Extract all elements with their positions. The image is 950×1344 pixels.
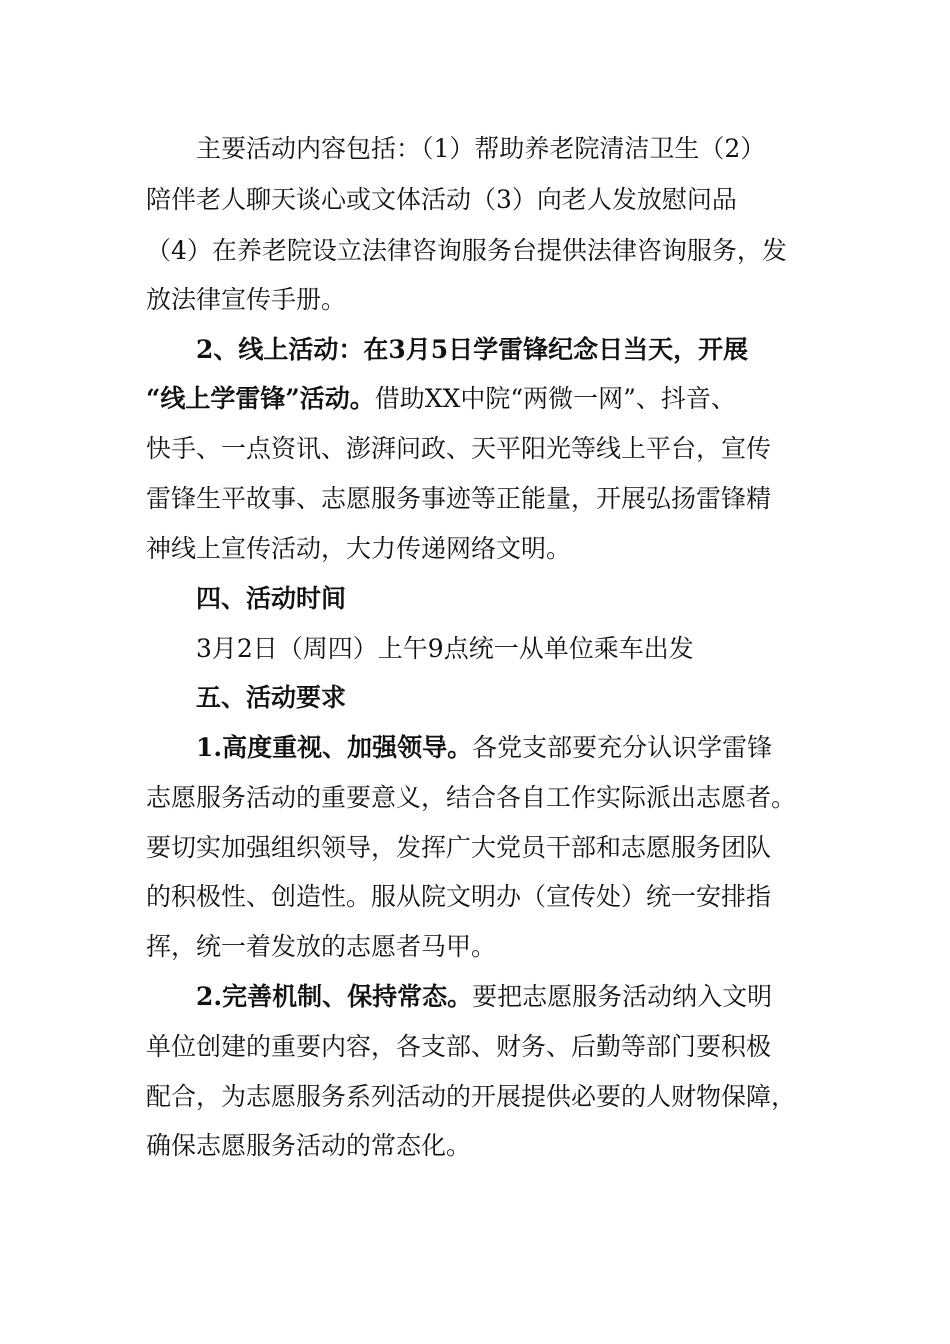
paragraph-line: 陪伴老人聊天谈心或文体活动（3）向老人发放慰问品	[146, 185, 737, 214]
paragraph-text: 各党支部要充分认识学雷锋	[472, 733, 773, 762]
online-activity-title: “线上学雷锋”活动。	[146, 384, 375, 413]
paragraph-line: 确保志愿服务活动的常态化。	[146, 1131, 472, 1160]
paragraph-line: 要切实加强组织领导，发挥广大党员干部和志愿服务团队	[146, 833, 772, 862]
paragraph-line: 的积极性、创造性。服从院文明办（宣传处）统一安排指	[146, 882, 772, 911]
section-heading-time: 四、活动时间	[196, 584, 347, 613]
requirement-1-title: 1.高度重视、加强领导。	[196, 733, 473, 762]
requirement-2-title: 2.完善机制、保持常态。	[196, 982, 473, 1011]
paragraph-line: 快手、一点资讯、澎湃问政、天平阳光等线上平台，宣传	[146, 434, 772, 463]
paragraph-line: 配合，为志愿服务系列活动的开展提供必要的人财物保障，	[146, 1082, 797, 1111]
paragraph-line	[146, 374, 736, 424]
paragraph-line	[196, 723, 772, 773]
paragraph-line: 单位创建的重要内容，各支部、财务、后勤等部门要积极	[146, 1032, 772, 1061]
paragraph-text: 借助XX中院“两微一网”、抖音、	[374, 384, 736, 413]
paragraph-line: 主要活动内容包括：（1）帮助养老院清洁卫生（2）	[196, 134, 766, 163]
paragraph-line: 挥，统一着发放的志愿者马甲。	[146, 932, 497, 961]
paragraph-line	[196, 972, 772, 1022]
paragraph-text: 要把志愿服务活动纳入文明	[472, 982, 773, 1011]
paragraph-line: 放法律宣传手册。	[146, 285, 347, 314]
paragraph-line: 志愿服务活动的重要意义，结合各自工作实际派出志愿者。	[146, 783, 797, 812]
section-heading-requirements: 五、活动要求	[196, 683, 347, 712]
paragraph-line: 雷锋生平故事、志愿服务事迹等正能量，开展弘扬雷锋精	[146, 484, 772, 513]
activity-time-text: 3月2日（周四）上午9点统一从单位乘车出发	[196, 634, 694, 663]
paragraph-line: 神线上宣传活动，大力传递网络文明。	[146, 534, 572, 563]
paragraph-line: （4）在养老院设立法律咨询服务台提供法律咨询服务，发	[146, 236, 787, 265]
online-activity-heading: 2、线上活动：在3月5日学雷锋纪念日当天，开展	[196, 335, 749, 364]
